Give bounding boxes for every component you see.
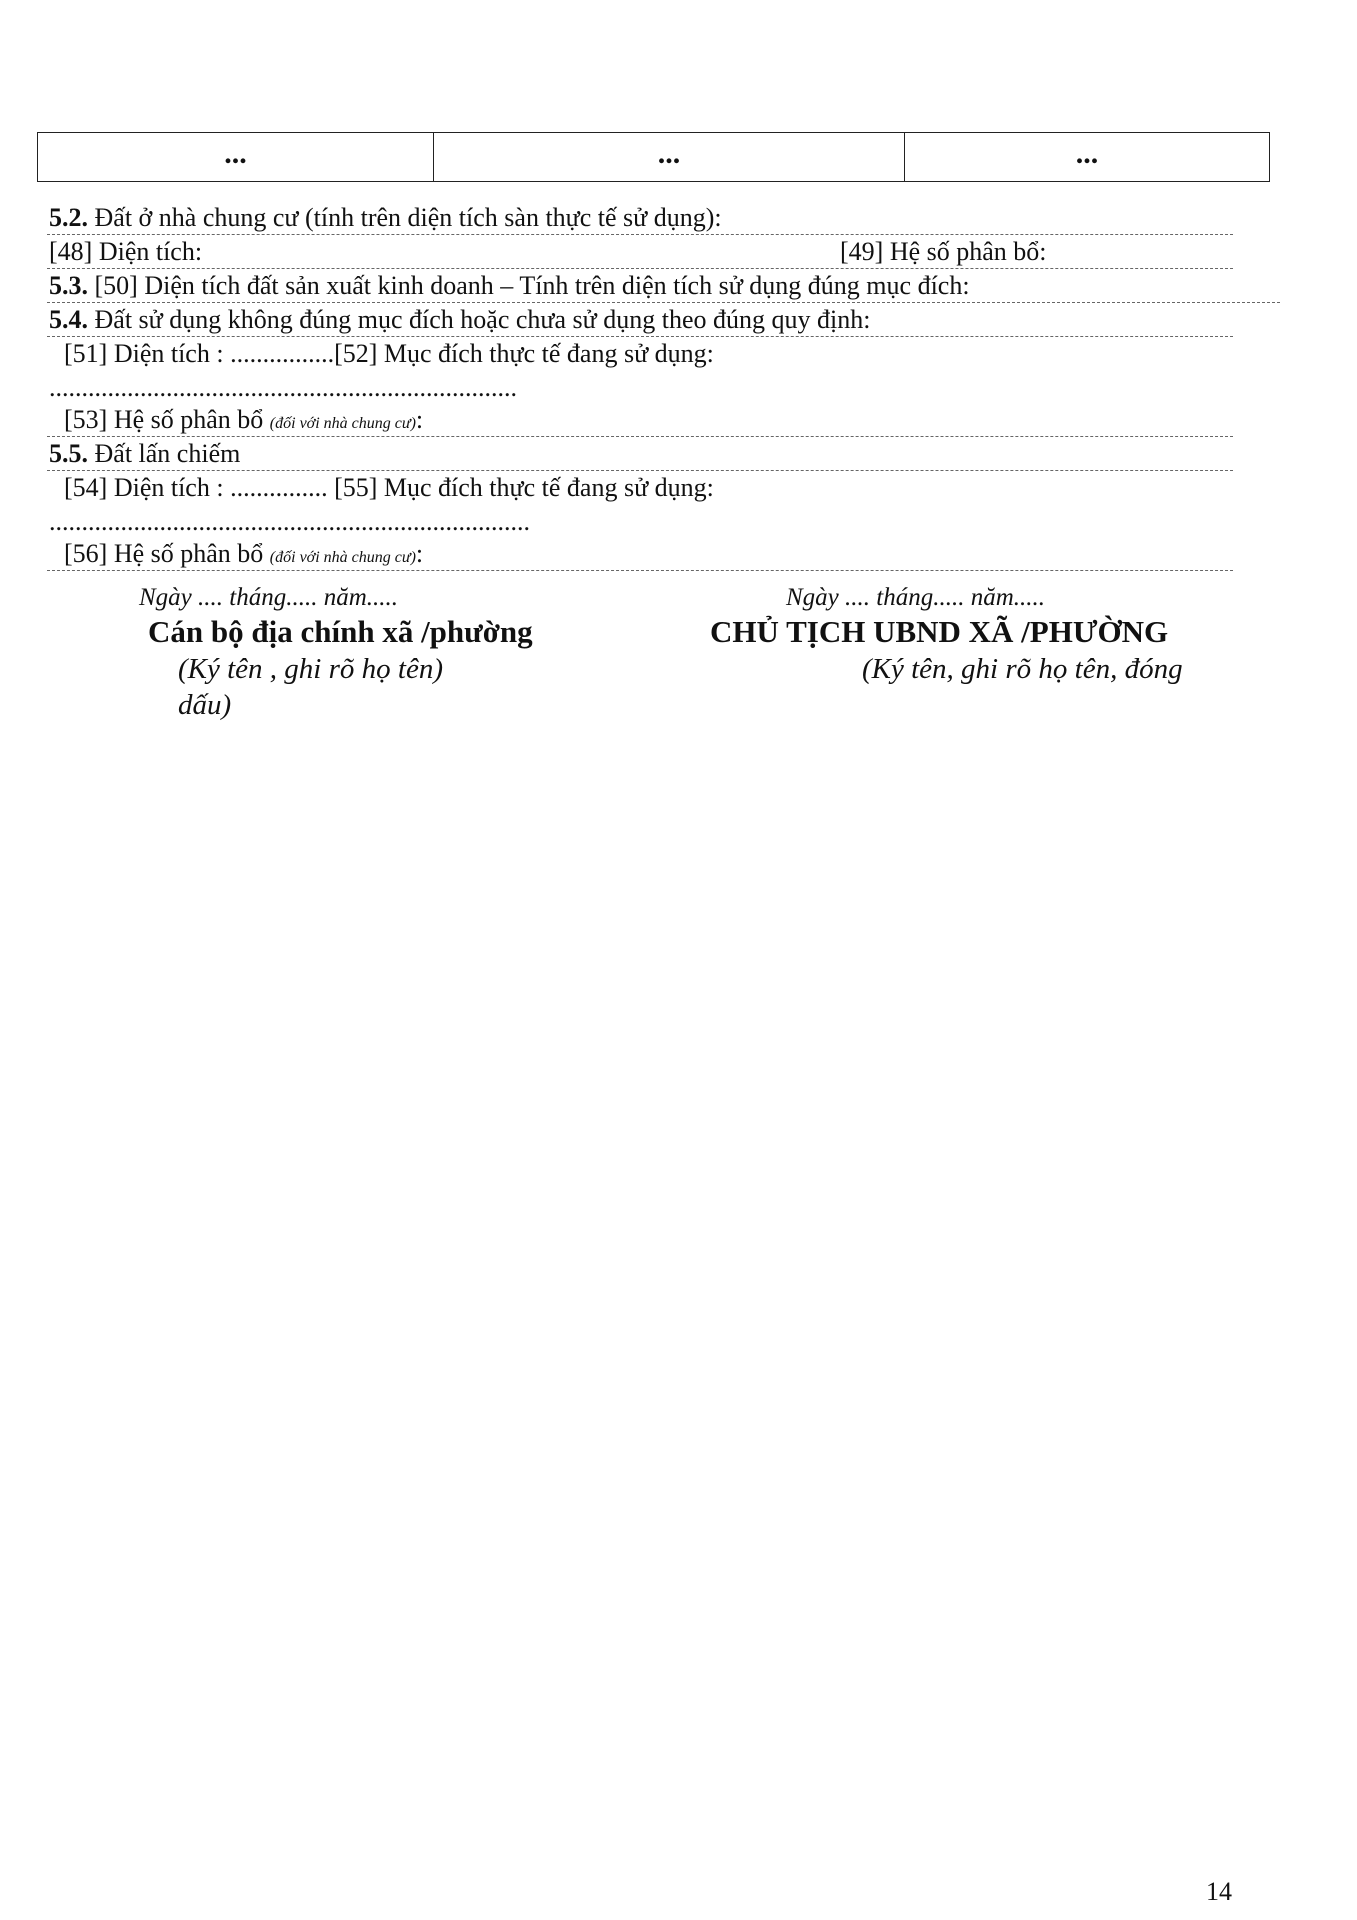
section-number: 5.3. [49,271,88,300]
field-53-colon: : [415,405,424,434]
field-56-colon: : [415,539,424,568]
dotted-divider [47,570,1233,571]
field-56-label [64,539,423,573]
page-number: 14 [1206,1877,1232,1906]
dotted-divider [47,470,1233,471]
field-54-55-label: [54] Diện tích : ............... [55] Mục đích thực tế đang sử dụng: [64,473,714,502]
field-56-note: (đối với nhà chung cư) [269,549,416,566]
table-cell: ... [1075,137,1099,170]
field-56-text: [56] Hệ số phân bổ [64,539,270,568]
table-cell: ... [38,133,434,181]
section-5-2-heading [49,203,722,233]
section-text: Đất lấn chiếm [88,439,241,468]
dotted-divider [47,302,1280,303]
left-sign-instruction: (Ký tên , ghi rõ họ tên) [178,653,443,685]
section-5-4-heading [49,305,870,335]
section-text: Đất sử dụng không đúng mục đích hoặc chưa sử dụng theo đúng quy định: [88,305,871,334]
dotted-fill-line: .......................................................................... [49,507,530,536]
field-53-label [64,405,423,439]
left-signer-title: Cán bộ địa chính xã /phường [148,614,533,649]
dotted-divider [47,436,1233,437]
section-number: 5.4. [49,305,88,334]
dotted-divider [47,268,1233,269]
dotted-fill-line: ........................................................................ [49,373,517,402]
field-48-label: [48] Diện tích: [49,237,203,266]
table-row [37,132,1270,182]
left-sign-instruction-cont: dấu) [178,689,232,721]
left-date-line: Ngày .... tháng..... năm..... [139,584,399,611]
field-53-text: [53] Hệ số phân bổ [64,405,270,434]
right-signer-title: CHỦ TỊCH UBND XÃ /PHƯỜNG [710,614,1169,649]
section-text: [50] Diện tích đất sản xuất kinh doanh – Tính trên diện tích sử dụng đúng mục đích: [88,271,970,300]
field-51-52-label: [51] Diện tích : ................[52] Mục đích thực tế đang sử dụng: [64,339,714,368]
section-5-3-heading [49,271,970,301]
right-date-line: Ngày .... tháng..... năm..... [786,584,1046,611]
dotted-divider [47,336,1233,337]
table-cell: ... [434,133,905,181]
section-text: Đất ở nhà chung cư (tính trên diện tích sàn thực tế sử dụng): [88,203,722,232]
section-number: 5.5. [49,439,88,468]
section-number: 5.2. [49,203,88,232]
section-5-5-heading [49,439,240,469]
field-49-label: [49] Hệ số phân bổ: [840,237,1047,266]
dotted-divider [47,234,1233,235]
right-sign-instruction: (Ký tên, ghi rõ họ tên, đóng [862,653,1183,685]
field-53-note: (đối với nhà chung cư) [269,415,416,432]
